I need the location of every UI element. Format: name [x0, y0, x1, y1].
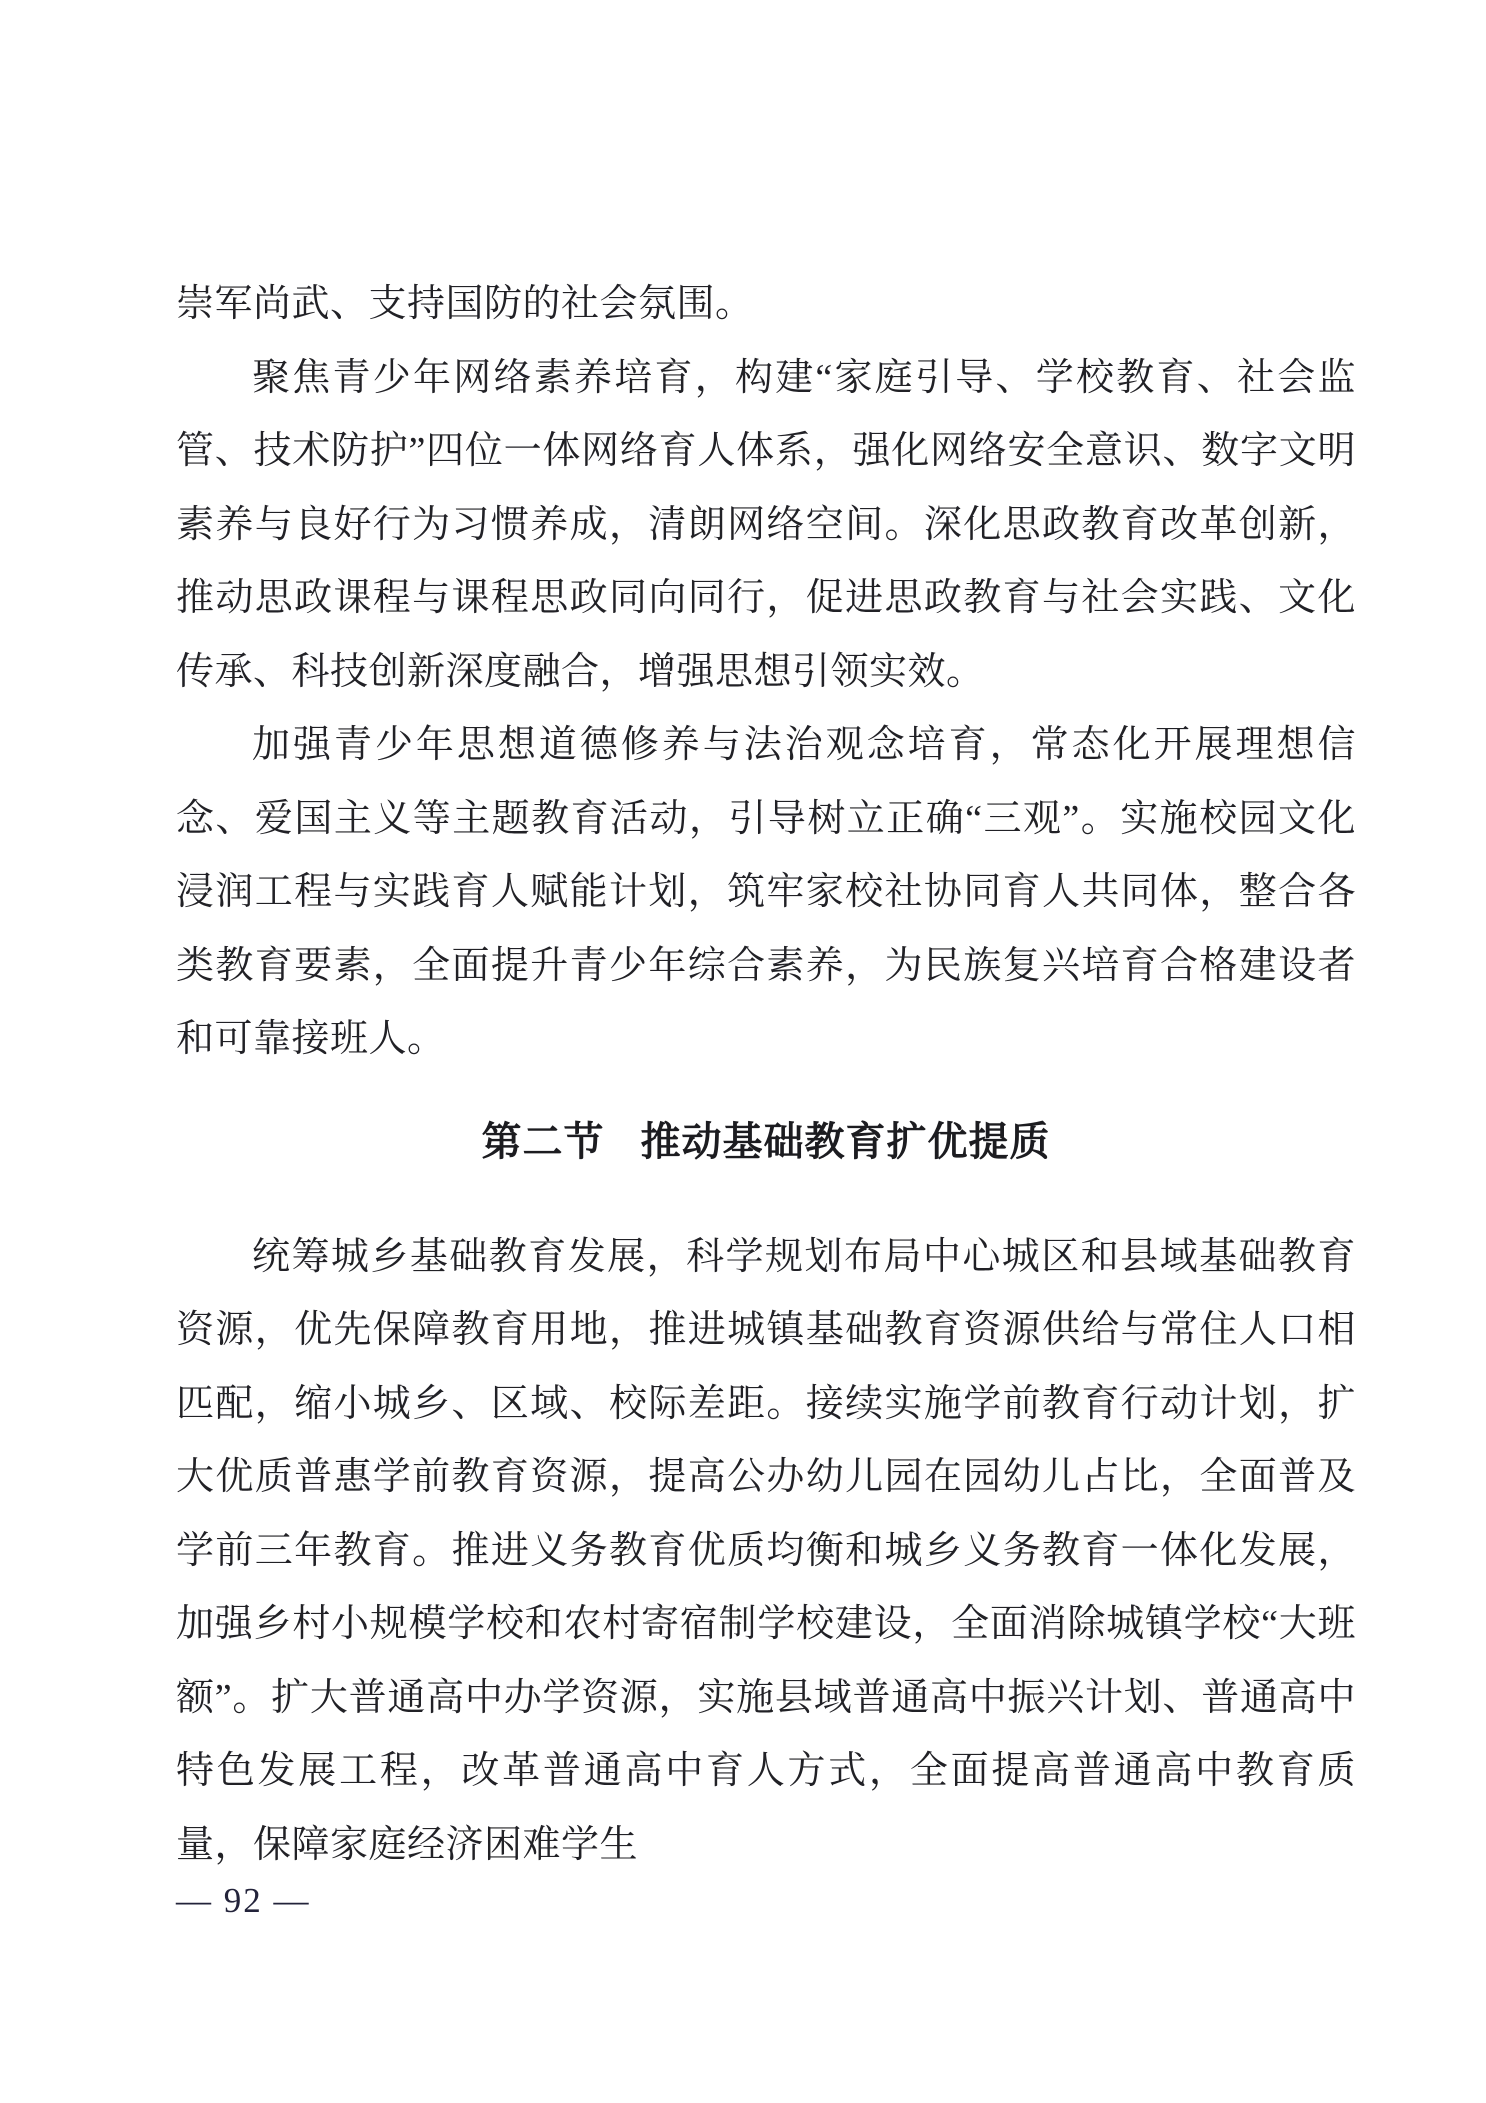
section-number: 第二节 — [481, 1118, 605, 1164]
page-content — [176, 268, 1356, 1882]
page-number: — 92 — — [176, 1881, 311, 1920]
paragraph-network-literacy: 聚焦青少年网络素养培育，构建“家庭引导、学校教育、社会监管、技术防护”四位一体网络育人体系，强化网络安全意识、数字文明素养与良好行为习惯养成，清朗网络空间。深化思政教育改革创新，推动思政课程与课程思政同向同行，促进思政教育与社会实践、文化传承、科技创新深度融合，增强思想引领实效。 — [176, 356, 1356, 693]
paragraph-basic-education: 统筹城乡基础教育发展，科学规划布局中心城区和县域基础教育资源，优先保障教育用地，推进城镇基础教育资源供给与常住人口相匹配，缩小城乡、区域、校际差距。接续实施学前教育行动计划，扩大优质普惠学前教育资源，提高公办幼儿园在园幼儿占比，全面普及学前三年教育。推进义务教育优质均衡和城乡义务教育一体化发展，加强乡村小规模学校和农村寄宿制学校建设，全面消除城镇学校“大班额”。扩大普通高中办学资源，实施县域普通高中振兴计划、普通高中特色发展工程，改革普通高中育人方式，全面提高普通高中教育质量，保障家庭经济困难学生 — [176, 1235, 1356, 1866]
paragraph-continuation: 崇军尚武、支持国防的社会氛围。 — [176, 283, 754, 325]
section-heading — [176, 1105, 1356, 1179]
paragraph-moral-education: 加强青少年思想道德修养与法治观念培育，常态化开展理想信念、爱国主义等主题教育活动，引导树立正确“三观”。实施校园文化浸润工程与实践育人赋能计划，筑牢家校社协同育人共同体，整合各类教育要素，全面提升青少年综合素养，为民族复兴培育合格建设者和可靠接班人。 — [176, 724, 1356, 1060]
body-text-block-after-heading — [176, 1221, 1356, 1883]
section-title: 推动基础教育扩优提质 — [640, 1118, 1051, 1164]
body-text-block — [176, 268, 1356, 1077]
